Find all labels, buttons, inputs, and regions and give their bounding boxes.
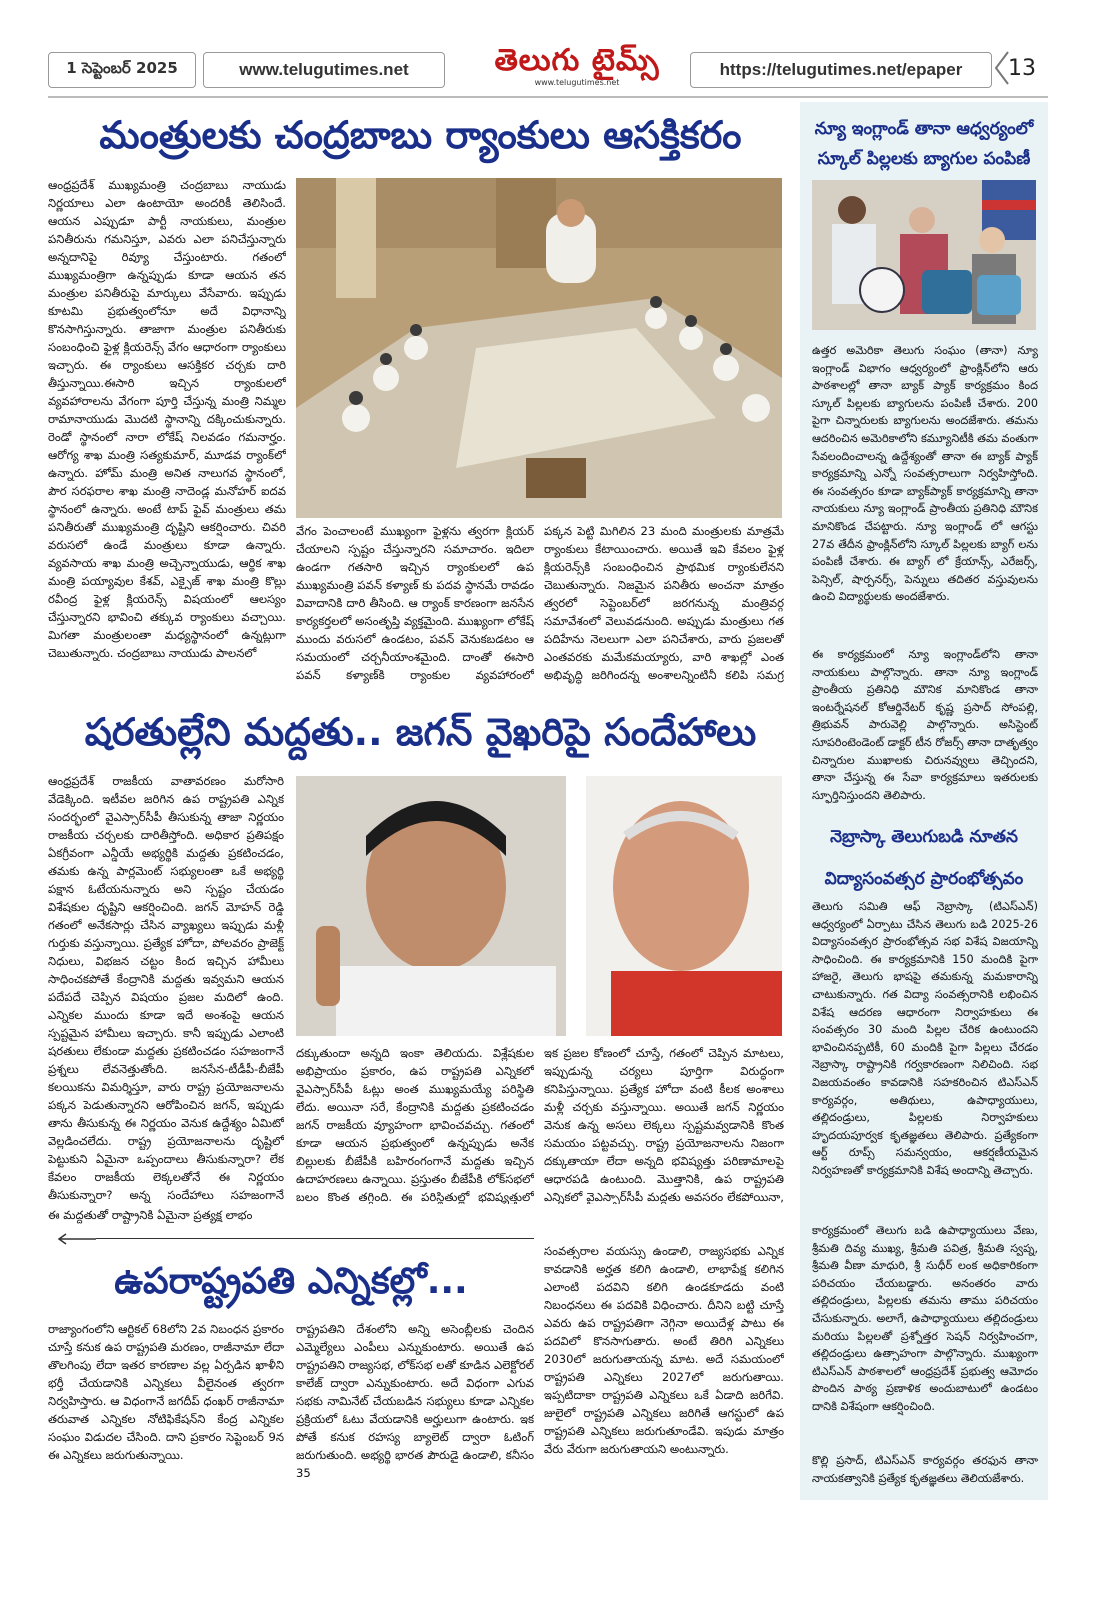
sidebar-story2-body-3: కొల్లి ప్రసాద్, టిఎస్ఎన్ కార్యవర్గం తరఫున తానా నాయకత్వానికి ప్రత్యేక కృతజ్ఞతలు తెలియజేశారు. (812, 1454, 1038, 1485)
cabinet-meeting-photo (296, 178, 782, 518)
article1-column-1: ఆంధ్రప్రదేశ్ ముఖ్యమంత్రి చంద్రబాబు నాయుడు నిర్ణయాలు ఎలా ఉంటాయో అందరికీ తెలిసిందే. ఆయన ఎప్పుడూ పార్టీ నాయకులు, మంత్రుల పనితీరును గమనిస్తూ, ఎవరు ఎలా పనిచేస్తున్నారు అన్నదానిపై రివ్యూ చేస్తుంటారు. గతంలో ముఖ్యమంత్రిగా ఉన్నప్పుడు కూడా ఆయన తన మంత్రుల పనితీరుపై మార్కులు వేసేవారు. ఇప్పుడు కూటమి ప్రభుత్వంలోనూ అదే విధానాన్ని కొనసాగిస్తున్నారు. తాజాగా మంత్రుల పనితీరుకు సంబంధించి ఫైళ్ల క్లియరెన్స్ వేగం ఆధారంగా ర్యాంకులు ఇచ్చారు. ఈ ర్యాంకులు ఆసక్తికర చర్చకు దారి తీస్తున్నాయి.ఈసారి ఇచ్చిన ర్యాంకులలో వ్యవహారాలను వేగంగా పూర్తి చేస్తున్న మంత్రి నిమ్మల రామానాయుడు మొదటి స్థానాన్ని దక్కించుకున్నారు. రెండో స్థానంలో నారా లోకేష్ నిలవడం గమనార్హం. ఆరోగ్య శాఖ మంత్రి సత్యకుమార్, మూడవ ర్యాంక్‌లో ఉన్నారు. హోమ్ మంత్రి అనిత నాలుగవ స్థానంలో, పౌర సరఫరాల శాఖ మంత్రి నాదెండ్ల మనోహర్ ఐదవ స్థానంలో ఉన్నారు. అంటే టాప్ ఫైవ్ మంత్రులు తమ పనితీరుతో ముఖ్యమంత్రి దృష్టిని ఆకర్షించారు. చివరి వరుసలో ఉండే మంత్రులు కూడా ఉన్నారు. వ్యవసాయ శాఖ మంత్రి అచ్చెన్నాయుడు, ఆర్థిక శాఖ మంత్రి పయ్యావుల కేశవ్, ఎక్సైజ్ శాఖ మంత్రి కొల్లు రవీంద్ర ఫైళ్ల క్లియరెన్స్ విషయంలో ఆలస్యం చేస్తున్నారని భావించి తక్కువ ర్యాంకులు వచ్చాయి. మిగతా మంత్రులంతా మధ్యస్థానంలో ఉన్నట్లుగా చెబుతున్నారు. చంద్రబాబు నాయుడు పాలనలో (48, 178, 286, 660)
header-divider (48, 96, 1048, 98)
telugu-times-logo[interactable] (472, 44, 682, 90)
tana-backpack-photo (812, 180, 1036, 330)
article3-column-1: రాజ్యాంగంలోని ఆర్టికల్ 68లోని 2వ నిబంధన ప్రకారం చూస్తే కనుక ఉప రాష్ట్రపతి మరణం, రాజీనామా లేదా తొలగింపు లేదా ఇతర కారణాల వల్ల ఏర్పడిన ఖాళీని భర్తీ చేయడానికి ఎన్నికలు వీలైనంత త్వరగా నిర్వహిస్తారు. ఆ విధంగానే జగదీప్ ధంఖర్ రాజీనామా తరువాత ఎన్నికల నోటిఫికేషన్‌ని కేంద్ర ఎన్నికల సంఘం విడుదల చేసింది. దాని ప్రకారం సెప్టెంబర్ 9న ఈ ఎన్నికలు జరుగుతున్నాయి. (48, 1322, 284, 1462)
article2-column-3: ఇక ప్రజల కోణంలో చూస్తే, గతంలో చెప్పిన మాటలు, ఇప్పుడున్న చర్యలు పూర్తిగా విరుద్ధంగా కనిపిస్తున్నాయి. ప్రత్యేక హోదా వంటి కీలక అంశాలు మళ్లీ చర్చకు వస్తున్నాయి. అయితే జగన్ నిర్ణయం వెనుక ఉన్న అసలు లెక్కలు స్పష్టమవ్వడానికి కొంత సమయం పట్టవచ్చు. రాష్ట్ర ప్రయోజనాలను నిజంగా దక్కుతాయా లేదా అన్నది భవిష్యత్తు పరిణామాలపై ఆధారపడి ఉంటుంది. మొత్తానికి, ఉప రాష్ట్రపతి ఎన్నికలో వైఎస్సార్‌సీపీ మద్దతు అవసరం లేకపోయినా, (544, 1046, 784, 1204)
article2-column-1: ఆంధ్రప్రదేశ్ రాజకీయ వాతావరణం మరోసారి వేడెక్కింది. ఇటీవల జరిగిన ఉప రాష్ట్రపతి ఎన్నిక సందర్భంలో వైఎస్సార్‌సీపీ తీసుకున్న తాజా నిర్ణయం రాజకీయ చర్చలకు దారితీస్తోంది. అధికార ప్రతిపక్షం ఏకగ్రీవంగా ఎన్డీయే అభ్యర్థికి మద్దతు ప్రకటించడం, తమకు ఉన్న పార్లమెంట్ సభ్యులంతా ఒకే అభ్యర్థి పక్షాన ఓటేయనున్నారు అని స్పష్టం చేయడం విశేషకుల దృష్టిని ఆకర్షించింది. జగన్ మోహన్ రెడ్డి గతంలో అనేకసార్లు చేసిన వ్యాఖ్యలు ఇప్పుడు మళ్లీ గుర్తుకు వస్తున్నాయి. ప్రత్యేక హోదా, పోలవరం ప్రాజెక్ట్ నిధులు, విభజన చట్టం కింద ఇచ్చిన హామీలు సాధించకపోతే కేంద్రానికి మద్దతు ఇవ్వమని ఆయన పదేపదే చెప్పిన విషయం ప్రజల మదిలో ఉంది. ఎన్నికల ముందు కూడా ఇదే అంశంపై ఆయన స్పష్టమైన హామీలు ఇచ్చారు. కానీ ఇప్పుడు ఎలాంటి షరతులు లేకుండా మద్దతు ప్రకటించడం సహజంగానే ప్రశ్నలు లేవనెత్తుతోంది. జనసేన-టీడీపీ-బీజేపీ కలయికను విమర్శిస్తూ, వారు రాష్ట్ర ప్రయోజనాలను పక్కన పెడుతున్నారని ఆరోపించిన జగన్, ఇప్పుడు తాను తీసుకున్న ఈ నిర్ణయం వెనుక ఉద్దేశ్యం ఏమిటో వెల్లడించలేదు. రాష్ట్ర ప్రయోజనాలను దృష్టిలో పెట్టుకుని ఏమైనా ఒప్పందాలు తీసుకున్నారా? లేక కేవలం రాజకీయ లెక్కలతోనే ఈ నిర్ణయం తీసుకున్నారా? అన్న సందేహాలు సహజంగానే (48, 774, 284, 1202)
article1-column-2: వేగం పెంచాలంటే ముఖ్యంగా ఫైళ్లను త్వరగా క్లియర్ చేయాలని స్పష్టం చేస్తున్నారని సమాచారం. ఇదిలా ఉండగా గతసారి ఇచ్చిన ర్యాంకులలో ఉప ముఖ్యమంత్రి పవన్ కళ్యాణ్ కు పదవ స్థానమే రావడం వివాదానికి దారి తీసింది. ఆ ర్యాంక్ కారణంగా జనసేన కార్యకర్తలలో అసంతృప్తి వ్యక్తమైంది. ముఖ్యంగా లోకేష్ ముందు వరుసలో ఉండటం, పవన్ వెనుకబడటం ఆ సమయంలో చర్చనీయాంశమైంది. దాంతో ఈసారి పవన్ కళ్యాణ్‌కి ర్యాంకుల వ్యవహారంలో (296, 524, 534, 682)
logo-text: తెలుగు టైమ్స్ (494, 43, 660, 78)
sidebar-story2-headline-1[interactable]: నెబ్రాస్కా తెలుగుబడి నూతన (830, 827, 1018, 847)
sidebar-story1-headline-2[interactable]: స్కూల్ పిల్లలకు బ్యాగుల పంపిణీ (817, 149, 1031, 169)
article1-column-3: పక్కన పెట్టి మిగిలిన 23 మంది మంత్రులకు మాత్రమే ర్యాంకులు కేటాయించారు. అయితే ఇవి కేవలం ఫైళ్ల క్లియరెన్స్‌కి సంబంధించిన ప్రాథమిక ర్యాంకులేనని చెబుతున్నారు. నిజమైన పనితీరు అంచనా మాత్రం త్వరలో సెప్టెంబర్‌లో జరగనున్న మంత్రివర్గ సమావేశంలో వెలువడనుంది. అప్పుడు మంత్రులు గత పదిహేను నెలలుగా ఎలా పనిచేశారు, వారు ప్రజలతో ఎంతవరకు మమేకమయ్యారు, వారి శాఖల్లో ఎంత అభివృద్ధి జరిగిందన్న అంశాలన్నింటినీ కలిపి సమగ్ర (544, 524, 784, 682)
epaper-link[interactable]: https://telugutimes.net/epaper (690, 52, 992, 88)
article3-rule (96, 1238, 534, 1239)
article2-headline[interactable]: షరతుల్లేని మద్దతు.. జగన్ వైఖరిపై సందేహాలు (84, 710, 757, 754)
sidebar-story1-body-2: ఈ కార్యక్రమంలో న్యూ ఇంగ్లాండ్‌లోని తానా నాయకులు పాల్గొన్నారు. తానా న్యూ ఇంగ్లాండ్ ప్రాంతీయ ప్రతినిధి మౌనిక మానికొండ తానా ఇంటర్నేషనల్ కోఆర్డినేటర్ కృష్ణ ప్రసాద్ సోంపల్లి, త్రిభువన్ పారువెల్లి పాల్గొన్నారు. అసిస్టెంట్ సూపరింటెండెంట్ డాక్టర్ టీన రోజర్స్ తానా దాతృత్వం చిన్నారుల ముఖాలకు చిరునవ్వులు తెచ్చిందని, తానా చేస్తున్న ఈ సేవా కార్యక్రమాలు ఇతరులకు స్ఫూర్తినిస్తుందని తెలిపారు. (812, 648, 1038, 802)
sidebar-story2-body: తెలుగు సమితి ఆఫ్ నెబ్రాస్కా (టిఎస్ఎన్) ఆధ్వర్యంలో ఏర్పాటు చేసిన తెలుగు బడి 2025-26 విద్యాసంవత్సర ప్రారంభోత్సవ సభ విశేష విజయాన్ని సాధించింది. ఈ కార్యక్రమానికి 150 మందికి పైగా హాజరై, తెలుగు భాషపై తమకున్న మమకారాన్ని చాటుకున్నారు. గత విద్యా సంవత్సరానికి లభించిన విశేష ఆదరణ ఆధారంగా నిర్వాహకులు ఈ సంవత్సరం 30 మంది పిల్లల చేరిక ఉంటుందని భావించినప్పటికీ, 60 మందికి పైగా పిల్లలు చేరడం నెబ్రాస్కా రాష్ట్రానికి గర్వకారణంగా నిలిచింది. సభ విజయవంతం కావడానికి సహకరించిన టిఎస్ఎన్ కార్యవర్గం, అతిథులు, ఉపాధ్యాయులు, తల్లిదండ్రులు, పిల్లలకు నిర్వాహకులు హృదయపూర్వక కృతజ్ఞతలు తెలిపారు. ప్రత్యేకంగా ఆర్ట్ రూప్స్ సమన్వయం, ఆకర్షణీయమైన నిర్వహణతో కార్యక్రమానికి విశేష అందాన్ని తెచ్చారు. (812, 900, 1038, 1177)
article3-headline[interactable]: ఉపరాష్ట్రపతి ఎన్నికల్లో... (114, 1261, 468, 1302)
logo-url: www.telugutimes.net (534, 78, 620, 87)
article2-column-1-tail: ఈ మద్దతుతో రాష్ట్రానికి ఏమైనా ప్రత్యక్ష లాభం (48, 1208, 253, 1222)
sidebar-story1-headline-1[interactable]: న్యూ ఇంగ్లాండ్ తానా ఆధ్వర్యంలో (814, 119, 1034, 139)
sidebar-story2-headline-2[interactable]: విద్యాసంవత్సర ప్రారంభోత్సవం (824, 869, 1024, 889)
article3-column-3: సంవత్సరాల వయస్సు ఉండాలి, రాజ్యసభకు ఎన్నిక కావడానికి అర్హత కలిగి ఉండాలి, లాభాపేక్ష కలిగిన ఎలాంటి పదవిని కలిగి ఉండకూడదు వంటి నిబంధనలు ఈ పదవికి విధించారు. దీనిని బట్టి చూస్తే ఎవరు ఉప రాష్ట్రపతిగా నెగ్గినా అయిదేళ్ల పాటు ఈ పదవిలో కొనసాగుతారు. అంటే తిరిగి ఎన్నికలు 2030లో జరుగుతాయన్న మాట. అదే సమయంలో రాష్ట్రపతి ఎన్నికలు 2027లో జరుగుతాయి. ఇప్పటిదాకా రాష్ట్రపతి ఎన్నికలు ఒకే ఏడాది జరిగేవి. జులైలో రాష్ట్రపతి ఎన్నికలు జరిగితే ఆగస్టులో ఉప రాష్ట్రపతి ఎన్నికలు జరుగుతూండేవి. ఇపుడు మాత్రం వేరు వేరుగా జరుగుతాయని అంటున్నారు. (544, 1244, 784, 1456)
arrow-left-icon (56, 1232, 96, 1246)
article1-headline[interactable]: మంత్రులకు చంద్రబాబు ర్యాంకులు ఆసక్తికరం (99, 113, 742, 157)
issue-date: 1 సెప్టెంబర్ 2025 (48, 52, 196, 88)
article3-column-2: రాష్ట్రపతిని దేశంలోని అన్ని అసెంబ్లీలకు చెందిన ఎమ్మెల్యేలు ఎంపీలు ఎన్నుకుంటారు. అయితే ఉప రాష్ట్రపతిని రాజ్యసభ, లోక్‌సభ లతో కూడిన ఎలెక్టోరల్ కాలేజ్ ద్వారా ఎన్నుకుంటారు. అదే విధంగా ఎగువ సభకు నామినేట్ చేయబడిన సభ్యులు కూడా ఎన్నికల ప్రక్రియలో ఓటు వేయడానికి అర్హులుగా ఉంటారు. ఇక పోతే కనుక రహస్య బ్యాలెట్ ద్వారా ఓటింగ్ జరుగుతుంది. అభ్యర్థి భారత పౌరుడై ఉండాలి, కనీసం 35 (296, 1322, 534, 1480)
page-number: 13 (1008, 55, 1036, 81)
article2-column-2: దక్కుతుందా అన్నది ఇంకా తెలియదు. విశ్లేషకుల అభిప్రాయం ప్రకారం, ఉప రాష్ట్రపతి ఎన్నికలో వైఎస్సార్‌సీపీ ఓట్లు అంత ముఖ్యమయ్యే పరిస్థితి లేదు. అయినా సరే, కేంద్రానికి మద్దతు ప్రకటించడం జగన్ రాజకీయ వ్యూహంగా భావించవచ్చు. గతంలో కూడా ఆయన ప్రభుత్వంలో ఉన్నప్పుడు అనేక బిల్లులకు బీజేపీకి బహిరంగంగానే మద్దతు ఇచ్చిన ఉదాహరణలు ఉన్నాయి. ప్రస్తుతం బీజేపీకి లోక్‌సభలో బలం కొంత తగ్గింది. ఈ పరిస్థితుల్లో భవిష్యత్తులో (296, 1046, 534, 1204)
website-link[interactable]: www.telugutimes.net (203, 52, 445, 88)
jagan-and-candidate-photo (296, 776, 782, 1036)
sidebar-story1-body: ఉత్తర అమెరికా తెలుగు సంఘం (తానా) న్యూ ఇంగ్లాండ్ విభాగం ఆధ్వర్యంలో ఫ్రాంక్లిన్‌లోని ఆరు పాఠశాలల్లో తానా బ్యాక్ ప్యాక్ కార్యక్రమం కింద స్కూల్ పిల్లలకు బ్యాగులను పంపిణీ చేశారు. 200 పైగా చిన్నారులకు బ్యాగులను అందజేశారు. తమను ఆదరించిన అమెరికాలోని కమ్యూనిటీకి తమ వంతుగా సేవలందించాలన్న ఉద్దేశ్యంతో తానా ఈ బ్యాక్ ప్యాక్ కార్యక్రమాన్ని ఎన్నో సంవత్సరాలుగా నిర్వహిస్తోంది. ఈ సంవత్సరం కూడా బ్యాక్‌ప్యాక్ కార్యక్రమాన్ని తానా నాయకులు న్యూ ఇంగ్లాండ్ ప్రాంతీయ ప్రతినిధి మౌనిక మానికొండ చేపట్టారు. న్యూ ఇంగ్లాండ్ లో ఆగస్టు 27వ తేదీన ఫ్రాంక్లిన్‌లోని స్కూల్ పిల్లలకు బ్యాగ్ లను పంపిణీ చేశారు. ఈ బ్యాగ్ లో క్రేయాన్స్, ఎరేజర్స్, పెన్సిల్, షార్పనర్స్, పెన్నులు తదితర వస్తువులను ఉంచి విద్యార్థులకు అందజేశారు. (812, 344, 1038, 604)
sidebar-story2-body-2: కార్యక్రమంలో తెలుగు బడి ఉపాధ్యాయులు వేణు, శ్రీమతి దివ్య ముఖ్య, శ్రీమతి పవిత్ర, శ్రీమతి స్వప్న, శ్రీమతి వీణా మాధురి, శ్రీ సుధీర్ లంక అధికారికంగా పరిచయం చేయబడ్డారు. అనంతరం వారు తల్లిదండ్రులు, పిల్లలకు తమను తాము పరిచయం చేసుకున్నారు. అలాగే, ఉపాధ్యాయులు తల్లిదండ్రులు మరియు పిల్లలతో ప్రశ్నోత్తర సెషన్ నిర్వహించగా, తల్లిదండ్రులు ఉత్సాహంగా పాల్గొన్నారు. ముఖ్యంగా టిఎస్ఎన్ పాఠశాలలో ఆంధ్రప్రదేశ్ ప్రభుత్వ ఆమోదం పొందిన పాఠ్య ప్రణాళిక అందుబాటులో ఉండటం దానికి విశేషంగా ఆకర్షించింది. (812, 1224, 1038, 1413)
